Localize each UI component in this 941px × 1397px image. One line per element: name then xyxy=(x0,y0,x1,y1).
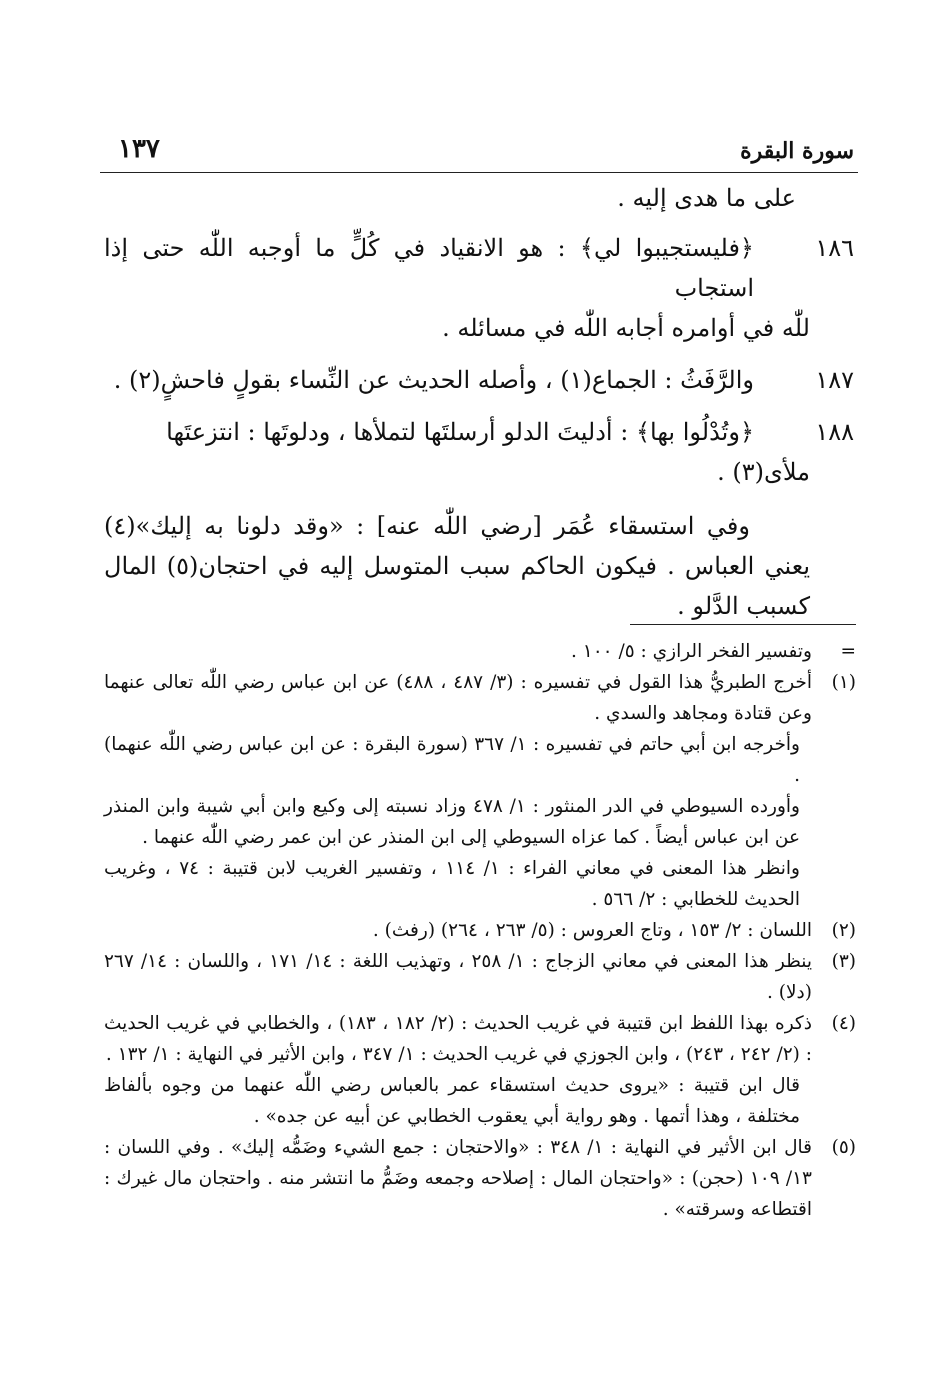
entry-number: ١٨٧ xyxy=(815,366,854,394)
footnote-subtext: وانظر هذا المعنى في معاني الفراء : ١/ ١١٤ ، وتفسير الغريب لابن قتيبة : ٧٤ ، وغريب الحديث للخطابي : ٢/ ٥٦٦ . xyxy=(104,858,800,910)
surah-title: سورة البقرة xyxy=(740,138,854,164)
page-number: ١٣٧ xyxy=(118,134,160,164)
continuation-line xyxy=(104,178,854,218)
footnote-number: (١) xyxy=(831,672,856,693)
entry-number: ١٨٨ xyxy=(815,418,854,446)
entry-text: والرَّفَثُ : الجماع(١) ، وأصله الحديث عن النِّساء بقولٍ فاحشٍ(٢) . xyxy=(113,366,754,394)
footnote-subtext: قال ابن قتيبة : «يروى حديث استسقاء عمر بالعباس رضي اللّٰه عنهما من وجوه بألفاظ مختلفة ، وهذا أتمها . وهو رواية أبي يعقوب الخطابي عن أبيه عن جده» . xyxy=(104,1075,800,1127)
footnote-text: وتفسير الفخر الرازي : ٥/ ١٠٠ . xyxy=(571,641,812,662)
entry-186 xyxy=(104,228,854,348)
footnote-number: (٢) xyxy=(831,920,856,941)
footnote-subtext: وأخرجه ابن أبي حاتم في تفسيره : ١/ ٣٦٧ (سورة البقرة : عن ابن عباس رضي اللّٰه عنهما) . xyxy=(104,734,800,786)
footnote-text: ذكره بهذا اللفظ ابن قتيبة في غريب الحديث : (٢/ ١٨٢ ، ١٨٣) ، والخطابي في غريب الحديث : (٢/ ٢٤٢ ، ٢٤٣) ، وابن الجوزي في غريب الحديث : ١/ ٣٤٧ ، وابن الأثير في النهاية : ١/ ١٣٢ . xyxy=(104,1013,812,1065)
entry-text-cont: للّٰه في أوامره أجابه اللّٰه في مسائله . xyxy=(442,314,810,342)
entry-188 xyxy=(104,412,854,492)
carryover-marker: = xyxy=(840,641,856,662)
footnote-subtext: وأورده السيوطي في الدر المنثور : ١/ ٤٧٨ وزاد نسبته إلى وكيع وابن أبي شيبة وابن المنذر عن ابن عباس أيضاً . كما عزاه السيوطي إلى ابن المنذر عن ابن عمر رضي اللّٰه عنهما . xyxy=(104,796,800,848)
entry-187 xyxy=(104,360,854,400)
footnote-1 xyxy=(104,667,856,915)
page-header xyxy=(100,128,858,173)
footnote-2 xyxy=(104,915,856,946)
continuation-text: على ما هدى إليه . xyxy=(617,184,796,212)
entry-text: ﴿وتُدْلُوا بها﴾ : أدليتَ الدلو أرسلتَها لتملأها ، ودلوتَها : انتزعتَها xyxy=(166,418,754,446)
footnote-text: أخرج الطبريُّ هذا القول في تفسيره : (٣/ ٤٨٧ ، ٤٨٨) عن ابن عباس رضي اللّٰه تعالى عنهما وعن قتادة ومجاهد والسدي . xyxy=(104,672,812,724)
body-paragraph: وفي استسقاء عُمَر [رضي اللّٰه عنه] : «وقد دلونا به إليك»(٤) يعني العباس . فيكون الحاكم سبب المتوسل إليه في احتجان(٥) المال كسبب الدَّلو . xyxy=(104,512,810,620)
entry-text: ﴿فليستجيبوا لي﴾ : هو الانقياد في كُلٍّ ما أوجبه اللّٰه حتى إذا استجاب xyxy=(104,234,754,302)
footnote-4 xyxy=(104,1008,856,1132)
entry-text-cont: ملأى(٣) . xyxy=(717,458,810,486)
footnote-number: (٥) xyxy=(831,1137,856,1158)
footnote-separator xyxy=(630,624,856,625)
footnote-5 xyxy=(104,1132,856,1225)
footnote-text: قال ابن الأثير في النهاية : ١/ ٣٤٨ : «والاحتجان : جمع الشيء وضَمُّه إليك» . وفي اللسان : ١٣/ ١٠٩ (حجن) : «واحتجان المال : إصلاحه وجمعه وضَمُّ ما انتشر منه . واحتجان مال غيرك : اقتطاعه وسرقته» . xyxy=(104,1137,812,1220)
footnotes xyxy=(104,636,856,1225)
footnote-text: اللسان : ٢/ ١٥٣ ، وتاج العروس : (٥/ ٢٦٣ ، ٢٦٤) (رفث) . xyxy=(372,920,812,941)
footnote-carryover xyxy=(104,636,856,667)
footnote-number: (٤) xyxy=(831,1013,856,1034)
footnote-text: ينظر هذا المعنى في معاني الزجاج : ١/ ٢٥٨ ، وتهذيب اللغة : ١٤/ ١٧١ ، واللسان : ١٤/ ٢٦٧ (دلا) . xyxy=(104,951,812,1003)
main-text xyxy=(104,178,854,626)
footnote-number: (٣) xyxy=(831,951,856,972)
entry-number: ١٨٦ xyxy=(815,234,854,262)
footnote-3 xyxy=(104,946,856,1008)
